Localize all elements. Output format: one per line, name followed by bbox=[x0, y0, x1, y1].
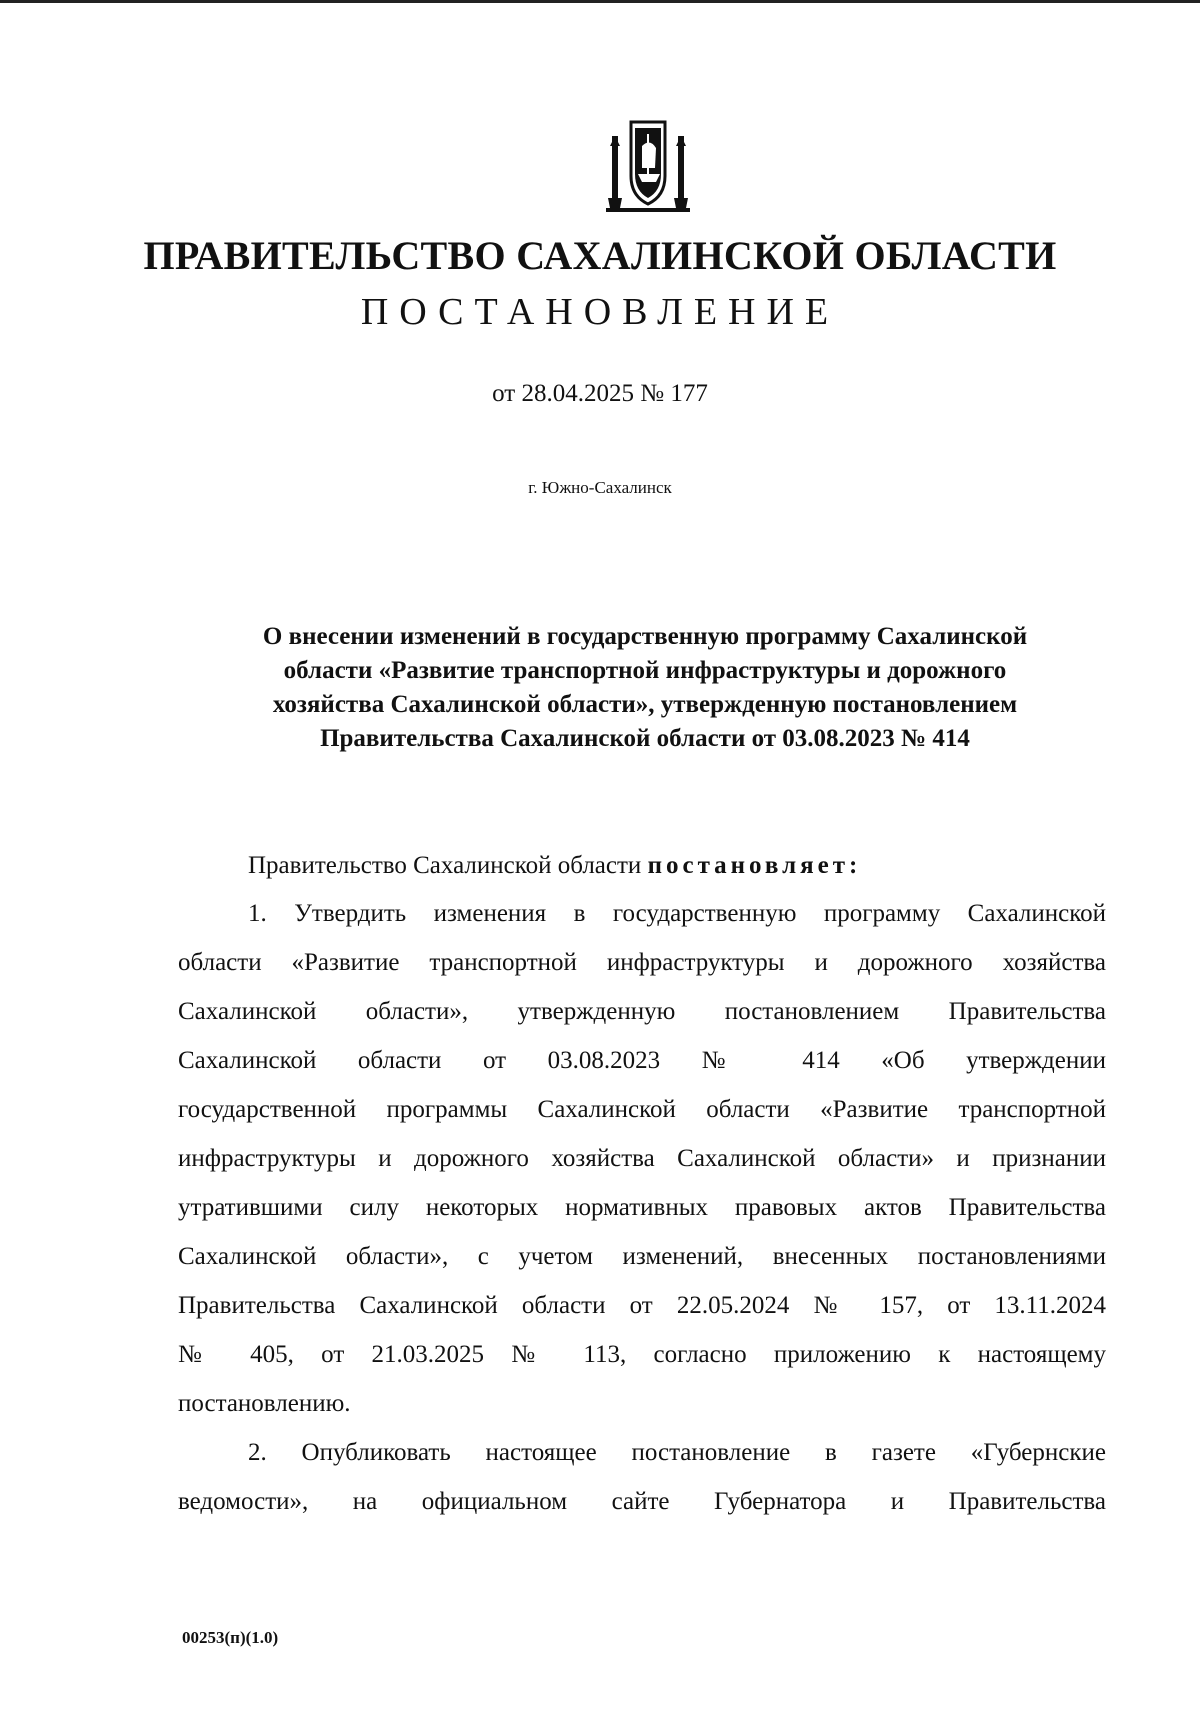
document-subject: О внесении изменений в государственную программу Сахалинской области «Развитие транспортной инфраструктуры и дорожного хозяйства Сахалинской области», утвержденную постановлением Правительства Сахалинской области от 03.08.2023 № 414 bbox=[262, 623, 1028, 752]
body-line-5: государственной программы Сахалинской области «Развитие транспортной bbox=[178, 1096, 1106, 1123]
top-border-line bbox=[0, 0, 1200, 3]
footer-form-code: 00253(п)(1.0) bbox=[182, 1628, 279, 1647]
document-type: ПОСТАНОВЛЕНИЕ bbox=[360, 291, 840, 333]
organization-title: ПРАВИТЕЛЬСТВО САХАЛИНСКОЙ ОБЛАСТИ bbox=[143, 233, 1057, 278]
body-line-2: области «Развитие транспортной инфраструктуры и дорожного хозяйства bbox=[178, 949, 1106, 976]
body-line-9: Правительства Сахалинской области от 22.05.2024 № 157, от 13.11.2024 bbox=[178, 1292, 1106, 1319]
body-line-13: ведомости», на официальном сайте Губернатора и Правительства bbox=[178, 1488, 1106, 1515]
coat-of-arms-icon bbox=[598, 116, 698, 216]
body-line-1: 1. Утвердить изменения в государственную программу Сахалинской bbox=[248, 900, 1106, 927]
body-line-7: утратившими силу некоторых нормативных правовых актов Правительства bbox=[178, 1194, 1106, 1221]
body-line-6: инфраструктуры и дорожного хозяйства Сахалинской области» и признании bbox=[178, 1145, 1106, 1172]
body-line-12: 2. Опубликовать настоящее постановление в газете «Губернские bbox=[248, 1439, 1106, 1466]
body-line-10: № 405, от 21.03.2025 № 113, согласно приложению к настоящему bbox=[178, 1341, 1106, 1368]
body-line-4: Сахалинской области от 03.08.2023 № 414 «Об утверждении bbox=[178, 1047, 1106, 1074]
body-line-8: Сахалинской области», с учетом изменений, внесенных постановлениями bbox=[178, 1243, 1106, 1270]
body-line-11: постановлению. bbox=[178, 1390, 351, 1417]
intro-prefix: Правительство Сахалинской области bbox=[248, 852, 642, 879]
document-city: г. Южно-Сахалинск bbox=[528, 478, 672, 497]
document-date-number: от 28.04.2025 № 177 bbox=[492, 380, 708, 407]
intro-paragraph bbox=[248, 852, 861, 880]
body-line-3: Сахалинской области», утвержденную постановлением Правительства bbox=[178, 998, 1106, 1025]
intro-verb: постановляет: bbox=[647, 852, 862, 879]
